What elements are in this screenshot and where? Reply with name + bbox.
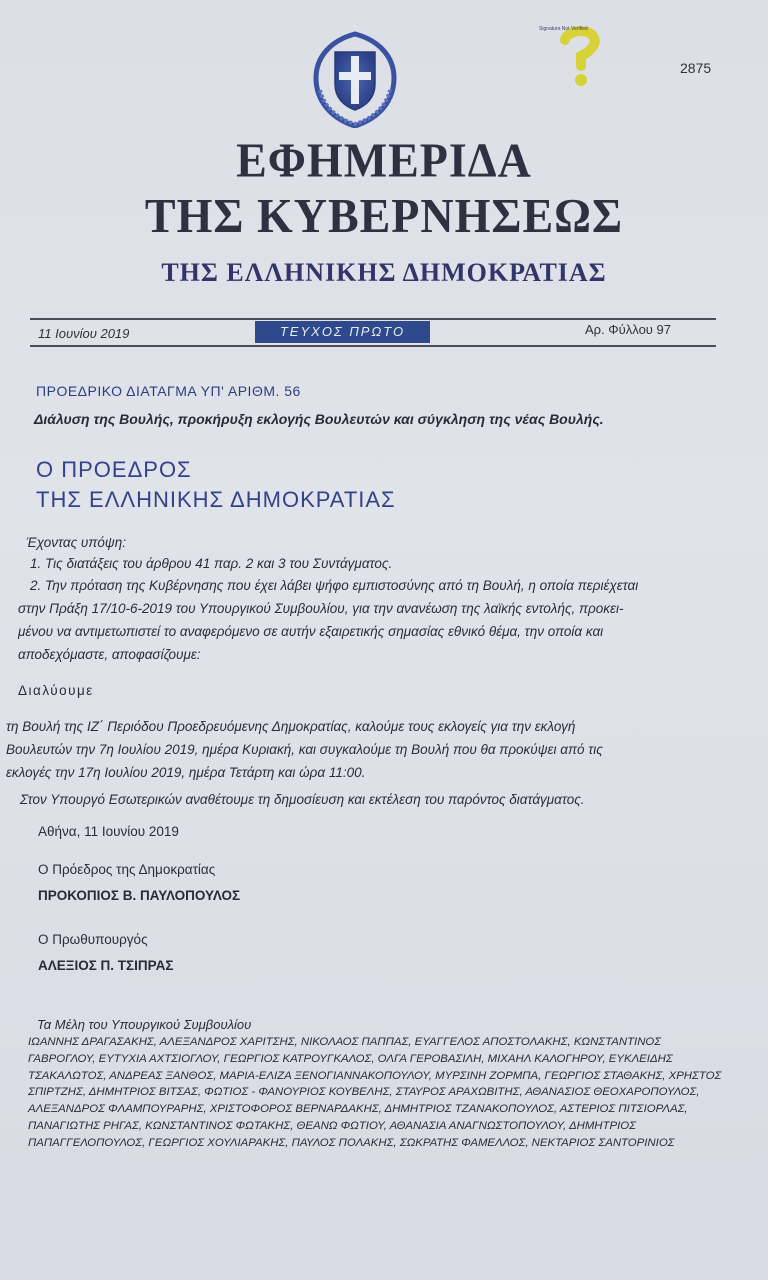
item-2-line-3: μένου να αντιμετωπιστεί το αναφερόμενο σε αυτήν εξαιρετικής σημασίας εθνικό θέμα, την οποία και: [18, 624, 604, 639]
president-name: ΠΡΟΚΟΠΙΟΣ Β. ΠΑΥΛΟΠΟΥΛΟΣ: [38, 888, 241, 903]
masthead-line-1: ΕΦΗΜΕΡΙΔΑ: [236, 133, 532, 187]
item-2-line-2: στην Πράξη 17/10-6-2019 του Υπουργικού Συμβουλίου, για την ανανέωση της λαϊκής εντολής, προκει-: [18, 601, 624, 616]
pm-role: Ο Πρωθυπουργός: [38, 932, 148, 947]
president-role: Ο Πρόεδρος της Δημοκρατίας: [38, 862, 216, 877]
members-line: ΠΑΠΑΓΓΕΛΟΠΟΥΛΟΣ, ΓΕΩΡΓΙΟΣ ΧΟΥΛΙΑΡΑΚΗΣ, ΠΑΥΛΟΣ ΠΟΛΑΚΗΣ, ΣΩΚΡΑΤΗΣ ΦΑΜΕΛΛΟΣ, ΝΕΚΤΑΡΙΟΣ ΣΑΝΤΟΡΙΝΙΟΣ: [28, 1136, 675, 1149]
cabinet-members-list: [28, 1034, 748, 1152]
header-rule-bottom: [30, 345, 716, 347]
place-date: Αθήνα, 11 Ιουνίου 2019: [38, 824, 179, 839]
members-line: ΑΛΕΞΑΝΔΡΟΣ ΦΛΑΜΠΟΥΡΑΡΗΣ, ΧΡΙΣΤΟΦΟΡΟΣ ΒΕΡΝΑΡΔΑΚΗΣ, ΔΗΜΗΤΡΙΟΣ ΤΖΑΝΑΚΟΠΟΥΛΟΣ, ΑΣΤΕΡΙΟΣ ΠΙΤΣΙΟΡΛΑΣ,: [28, 1103, 688, 1116]
president-heading-line-2: ΤΗΣ ΕΛΛΗΝΙΚΗΣ ΔΗΜΟΚΡΑΤΙΑΣ: [36, 487, 396, 512]
issue-banner: [255, 321, 430, 343]
signature-stamp-text: Signature Not Verified: [539, 26, 588, 32]
paragraph-2: Στον Υπουργό Εσωτερικών αναθέτουμε τη δημοσίευση και εκτέλεση του παρόντος διατάγματος.: [20, 792, 585, 807]
members-line: ΠΑΝΑΓΙΩΤΗΣ ΡΗΓΑΣ, ΚΩΝΣΤΑΝΤΙΝΟΣ ΦΩΤΑΚΗΣ, ΘΕΑΝΩ ΦΩΤΙΟΥ, ΑΘΑΝΑΣΙΑ ΑΝΑΓΝΩΣΤΟΠΟΥΛΟΥ, ΔΗΜΗΤΡΙΟΣ: [28, 1119, 636, 1132]
members-line: ΣΠΙΡΤΖΗΣ, ΔΗΜΗΤΡΙΟΣ ΒΙΤΣΑΣ, ΦΩΤΙΟΣ - ΦΑΝΟΥΡΙΟΣ ΚΟΥΒΕΛΗΣ, ΣΤΑΥΡΟΣ ΑΡΑΧΩΒΙΤΗΣ, ΑΘΑΝΑΣΙΟΣ ΘΕΟΧΑΡΟΠΟΥΛΟΣ,: [28, 1086, 700, 1099]
item-2-line-1: 2. Την πρόταση της Κυβέρνησης που έχει λάβει ψήφο εμπιστοσύνης από τη Βουλή, η οποία περιέχεται: [30, 578, 639, 593]
president-heading: [36, 455, 396, 515]
issue-date: 11 Ιουνίου 2019: [38, 326, 130, 341]
members-line: ΤΣΑΚΑΛΩΤΟΣ, ΑΝΔΡΕΑΣ ΞΑΝΘΟΣ, ΜΑΡΙΑ-ΕΛΙΖΑ ΞΕΝΟΓΙΑΝΝΑΚΟΠΟΥΛΟΥ, ΜΥΡΣΙΝΗ ΖΟΡΜΠΑ, ΓΕΩΡΓΙΟΣ ΣΤΑΘΑΚΗΣ, ΧΡΗΣΤΟΣ: [28, 1069, 722, 1082]
signature-check-icon: [535, 22, 630, 94]
masthead-title: [0, 132, 768, 243]
members-heading: Τα Μέλη του Υπουργικού Συμβουλίου: [37, 1017, 252, 1032]
masthead-line-2: ΤΗΣ ΚΥΒΕΡΝΗΣΕΩΣ: [144, 189, 624, 243]
paragraph-1-line-2: Βουλευτών την 7η Ιουλίου 2019, ημέρα Κυριακή, και συγκαλούμε τη Βουλή που θα προκύψει από τις: [6, 742, 603, 757]
dissolve-label: Διαλύουμε: [18, 683, 94, 698]
masthead-subtitle: ΤΗΣ ΕΛΛΗΝΙΚΗΣ ΔΗΜΟΚΡΑΤΙΑΣ: [161, 258, 607, 287]
header-rule-top: [30, 318, 716, 320]
hellenic-coat-of-arms-icon: [310, 30, 400, 128]
president-heading-line-1: Ο ΠΡΟΕΔΡΟΣ: [36, 457, 192, 482]
members-line: ΓΑΒΡΟΓΛΟΥ, ΕΥΤΥΧΙΑ ΑΧΤΣΙΟΓΛΟΥ, ΓΕΩΡΓΙΟΣ ΚΑΤΡΟΥΓΚΑΛΟΣ, ΟΛΓΑ ΓΕΡΟΒΑΣΙΛΗ, ΜΙΧΑΗΛ ΚΑΛΟΓΗΡΟΥ, ΕΥΚΛΕΙΔΗΣ: [28, 1052, 673, 1065]
sheet-number: Αρ. Φύλλου 97: [585, 322, 671, 337]
item-1: 1. Τις διατάξεις του άρθρου 41 παρ. 2 και 3 του Συντάγματος.: [30, 556, 393, 571]
item-2-line-4: αποδεχόμαστε, αποφασίζουμε:: [18, 647, 201, 662]
considering-label: Έχοντας υπόψη:: [26, 535, 126, 550]
members-line: ΙΩΑΝΝΗΣ ΔΡΑΓΑΣΑΚΗΣ, ΑΛΕΞΑΝΔΡΟΣ ΧΑΡΙΤΣΗΣ, ΝΙΚΟΛΑΟΣ ΠΑΠΠΑΣ, ΕΥΑΓΓΕΛΟΣ ΑΠΟΣΤΟΛΑΚΗΣ, ΚΩΝΣΤΑΝΤΙΝΟΣ: [28, 1036, 662, 1048]
digital-signature-stamp: [535, 22, 630, 94]
page-number: 2875: [680, 60, 712, 76]
paragraph-1-line-3: εκλογές την 17η Ιουλίου 2019, ημέρα Τετάρτη και ώρα 11:00.: [6, 765, 366, 780]
decree-subject: Διάλυση της Βουλής, προκήρυξη εκλογής Βουλευτών και σύγκληση της νέας Βουλής.: [34, 411, 604, 427]
issue-label: ΤΕΥΧΟΣ ΠΡΩΤΟ: [279, 324, 406, 339]
paragraph-1-line-1: τη Βουλή της ΙΖ΄ Περιόδου Προεδρευόμενης Δημοκρατίας, καλούμε τους εκλογείς για την εκλογή: [6, 719, 576, 734]
pm-name: ΑΛΕΞΙΟΣ Π. ΤΣΙΠΡΑΣ: [38, 958, 174, 973]
decree-title: ΠΡΟΕΔΡΙΚΟ ΔΙΑΤΑΓΜΑ ΥΠ' ΑΡΙΘΜ. 56: [36, 383, 301, 399]
